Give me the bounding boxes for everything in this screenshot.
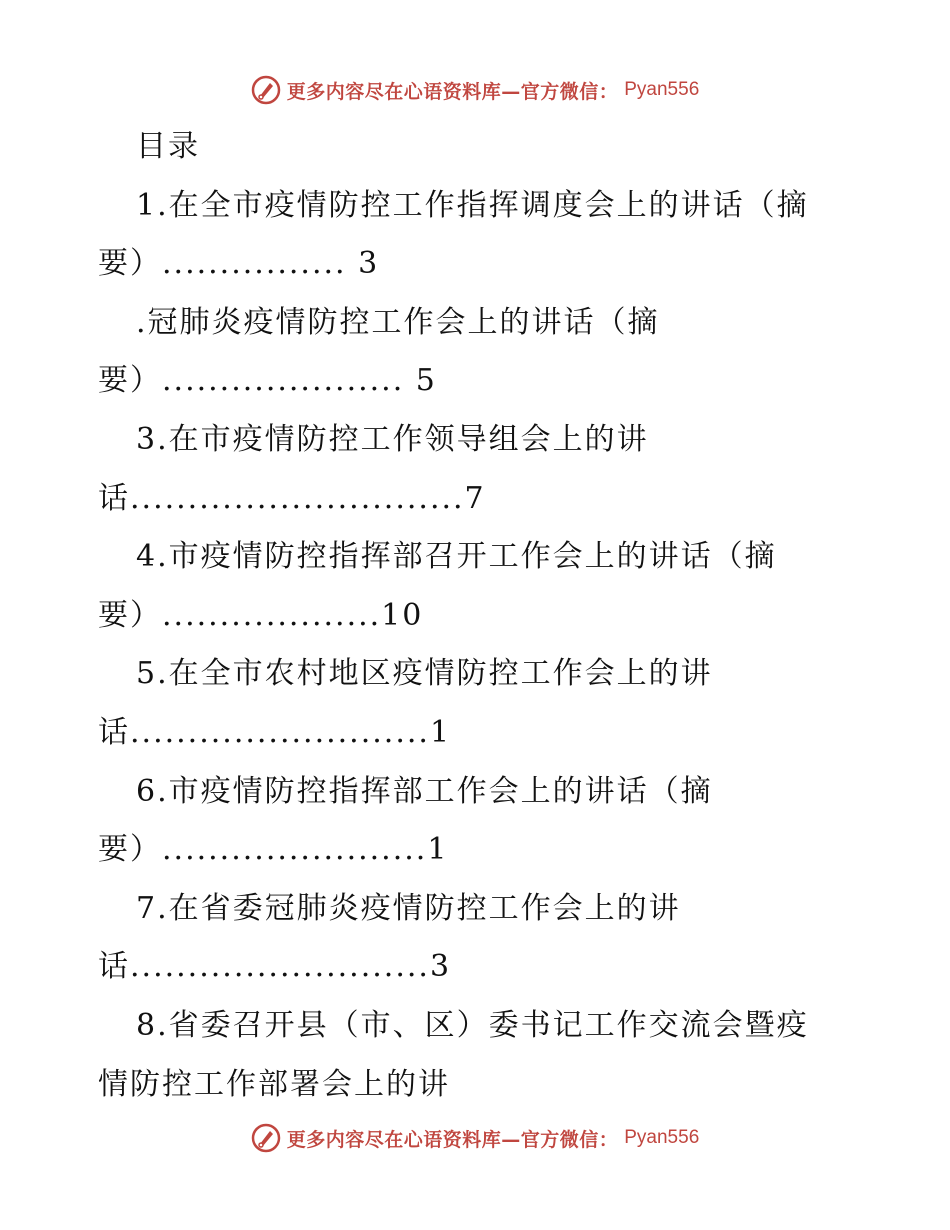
pen-nib-icon <box>251 75 281 105</box>
banner-text: 更多内容尽在心语资料库—官方微信： <box>286 80 619 103</box>
toc-entry-line: 8.省委召开县（市、区）委书记工作交流会暨疫 <box>136 1007 809 1043</box>
table-of-contents <box>98 118 868 1114</box>
banner-text: 更多内容尽在心语资料库—官方微信： <box>286 1128 619 1151</box>
toc-entry-line: 要）..................... 5 <box>98 363 437 399</box>
toc-entry-line: 6.市疫情防控指挥部工作会上的讲话（摘 <box>136 773 713 809</box>
toc-entry-line: 情防控工作部署会上的讲 <box>98 1066 450 1102</box>
toc-entry-line: 1.在全市疫情防控工作指挥调度会上的讲话（摘 <box>136 187 809 223</box>
toc-entry-line: 要）.......................1 <box>98 832 449 868</box>
footer-banner <box>0 1118 950 1158</box>
banner-wechat-id: Pyan556 <box>624 79 700 100</box>
toc-entry-line: 4.市疫情防控指挥部召开工作会上的讲话（摘 <box>136 539 777 575</box>
toc-entry-line: 要）...................10 <box>98 597 424 633</box>
toc-entry-line: 话..........................1 <box>98 714 452 750</box>
toc-entry-line: .冠肺炎疫情防控工作会上的讲话（摘 <box>136 304 660 340</box>
banner-wechat-id: Pyan556 <box>624 1127 700 1148</box>
pen-nib-icon <box>251 1123 281 1153</box>
toc-entry-line: 要）................ 3 <box>98 246 380 282</box>
toc-entry-line: 话..........................3 <box>98 949 452 985</box>
toc-entry-line: 7.在省委冠肺炎疫情防控工作会上的讲 <box>136 890 681 926</box>
header-banner <box>0 70 950 110</box>
toc-entry-line: 话.............................7 <box>98 480 486 516</box>
toc-entry-line: 3.在市疫情防控工作领导组会上的讲 <box>136 421 649 457</box>
toc-heading: 目录 <box>136 129 200 164</box>
toc-entry-line: 5.在全市农村地区疫情防控工作会上的讲 <box>136 656 713 692</box>
